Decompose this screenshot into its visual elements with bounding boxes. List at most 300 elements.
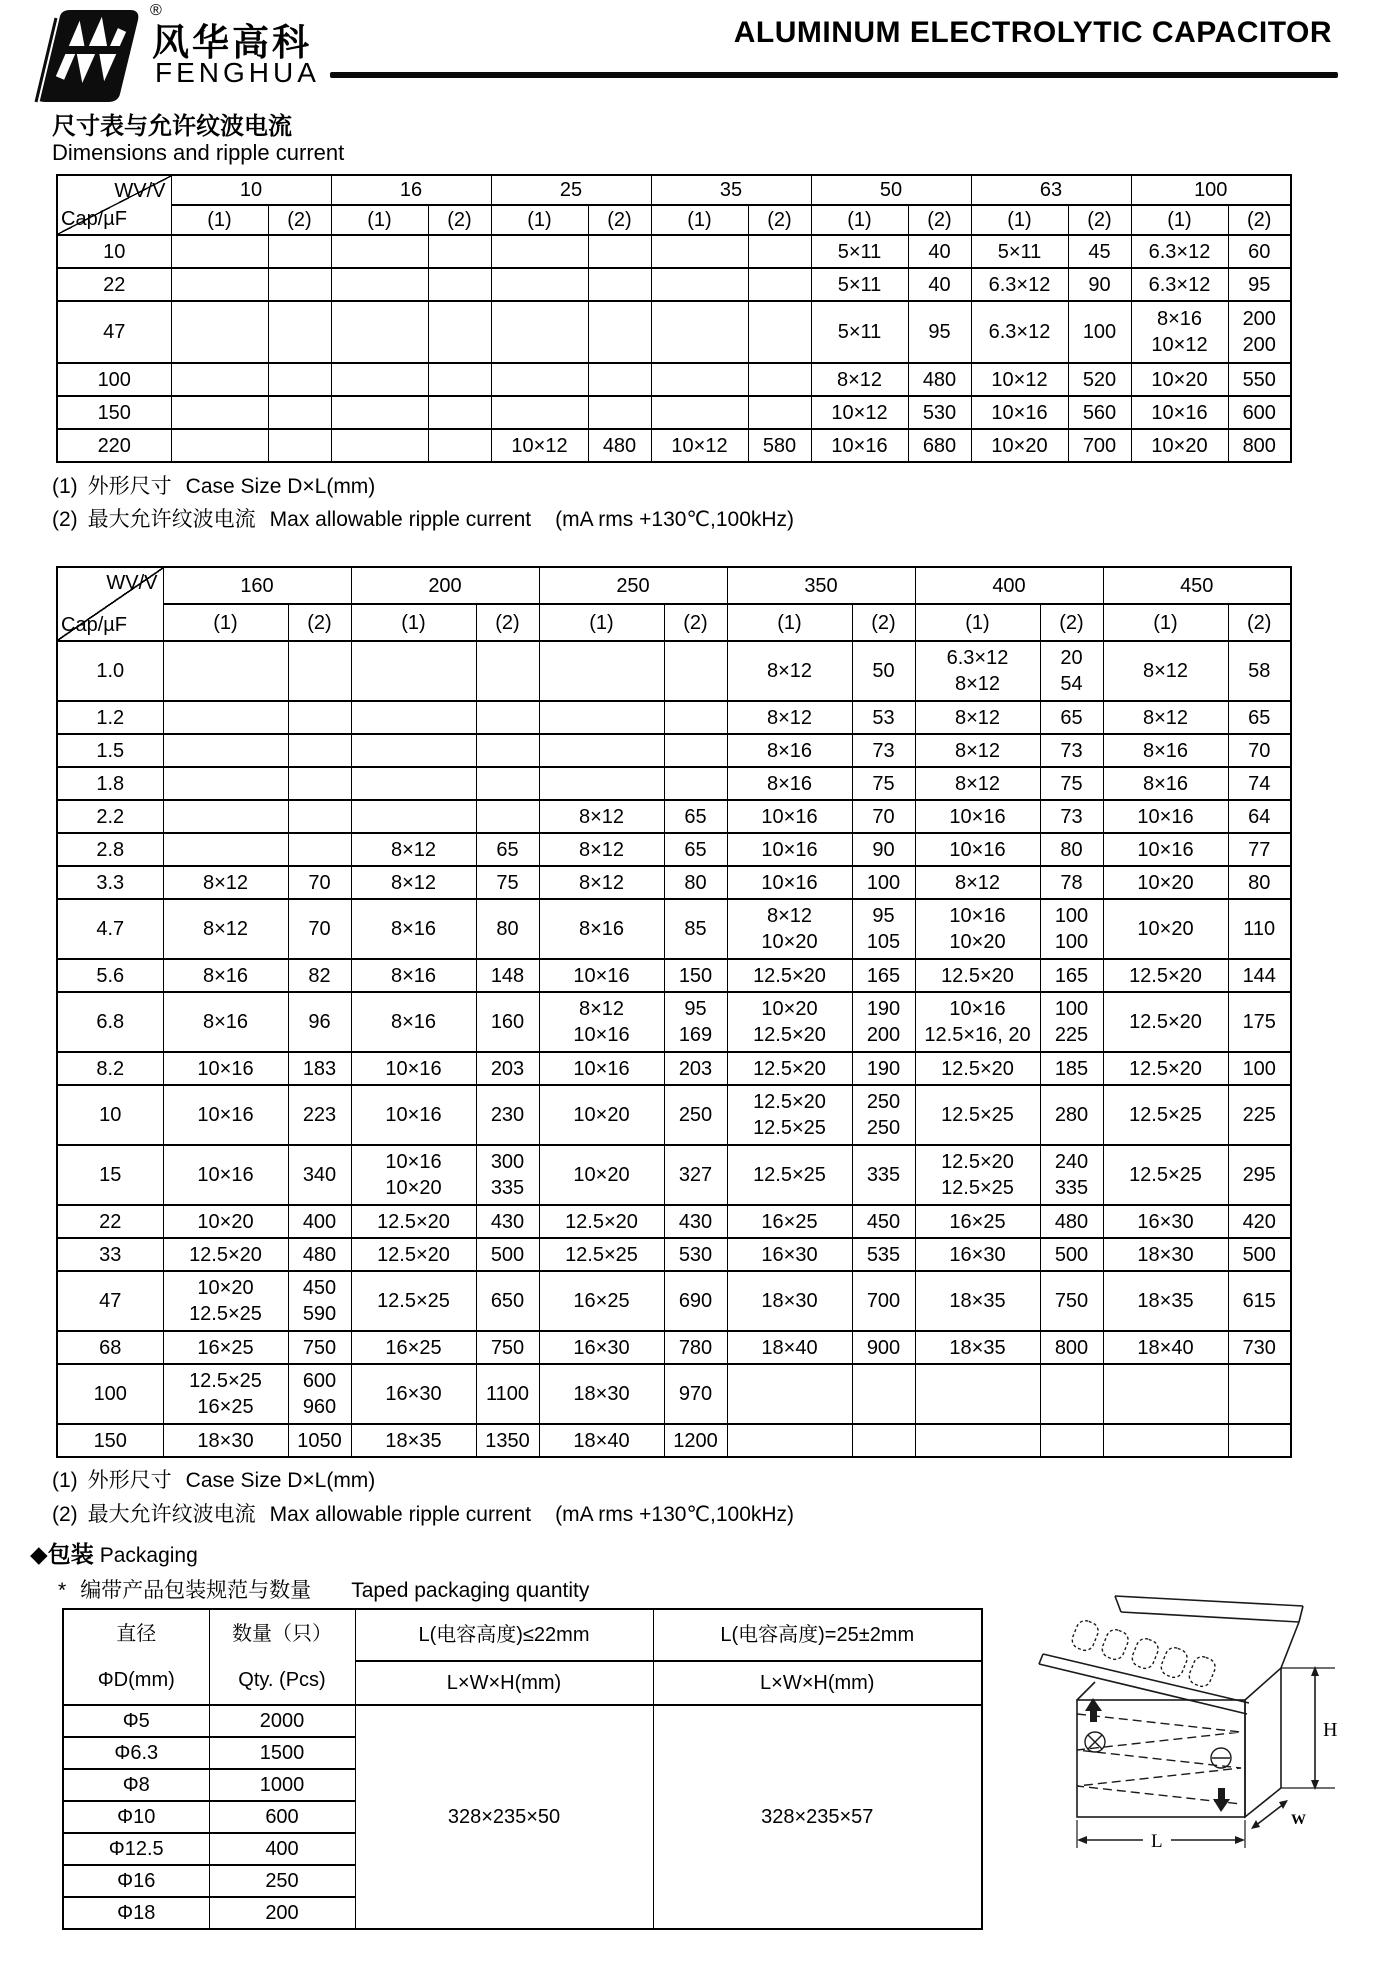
ripple-current-cell <box>288 701 351 734</box>
case-size-cell: 8×12 10×16 <box>539 992 664 1052</box>
diameter-cell: Φ5 <box>63 1705 209 1737</box>
case-size-cell: 10×20 <box>539 1145 664 1205</box>
case-size-cell: 12.5×25 <box>1103 1145 1228 1205</box>
cap-cell: 2.2 <box>57 800 163 833</box>
box-size-le22-cell: 328×235×50 <box>355 1705 653 1929</box>
ripple-current-cell <box>852 1424 915 1457</box>
ripple-current-cell: 58 <box>1228 641 1291 701</box>
ripple-current-cell: 615 <box>1228 1271 1291 1331</box>
case-size-cell <box>539 767 664 800</box>
sub-header: (1) <box>727 604 852 641</box>
ripple-current-cell <box>428 235 491 268</box>
ripple-current-cell: 225 <box>1228 1085 1291 1145</box>
ripple-current-cell: 600 960 <box>288 1364 351 1424</box>
ripple-current-cell: 520 <box>1068 363 1131 396</box>
note-en: Case Size D×L(mm) <box>185 475 376 498</box>
dimensions-table-low-voltage <box>56 174 1292 463</box>
table-row <box>57 899 1291 959</box>
ripple-current-cell: 580 <box>748 429 811 462</box>
quantity-cell: 2000 <box>209 1705 355 1737</box>
ripple-current-cell: 550 <box>1228 363 1291 396</box>
case-size-cell: 10×16 12.5×16, 20 <box>915 992 1040 1052</box>
case-size-cell <box>651 235 748 268</box>
case-size-cell: 18×35 <box>915 1331 1040 1364</box>
case-size-cell: 10×16 <box>351 1085 476 1145</box>
cap-cell: 22 <box>57 1205 163 1238</box>
ripple-current-cell: 750 <box>476 1331 539 1364</box>
case-size-cell: 8×16 <box>351 992 476 1052</box>
case-size-cell <box>171 396 268 429</box>
sub-header: (1) <box>1131 205 1228 235</box>
sub-header: (2) <box>588 205 651 235</box>
case-size-cell: 8×12 <box>915 767 1040 800</box>
ripple-current-cell: 65 <box>1040 701 1103 734</box>
ripple-current-cell: 70 <box>852 800 915 833</box>
cap-cell: 47 <box>57 1271 163 1331</box>
case-size-cell: 8×12 <box>1103 641 1228 701</box>
ripple-current-cell: 100 100 <box>1040 899 1103 959</box>
case-size-cell: 8×16 <box>1103 734 1228 767</box>
case-size-cell: 8×16 <box>727 734 852 767</box>
case-size-cell: 12.5×25 <box>727 1145 852 1205</box>
ripple-current-cell <box>1228 1424 1291 1457</box>
case-size-cell: 8×12 10×20 <box>727 899 852 959</box>
case-size-cell <box>539 641 664 701</box>
ripple-current-cell: 95 <box>908 301 971 363</box>
page-title: ALUMINUM ELECTROLYTIC CAPACITOR <box>733 16 1332 49</box>
quantity-header: 数量（只） Qty. (Pcs) <box>209 1609 355 1705</box>
case-size-cell: 16×30 <box>539 1331 664 1364</box>
packaging-heading-cn: 包装 <box>47 1541 94 1567</box>
ripple-current-cell: 750 <box>1040 1271 1103 1331</box>
corner-header <box>57 175 171 235</box>
case-size-cell: 8×16 <box>539 899 664 959</box>
cap-cell: 1.5 <box>57 734 163 767</box>
ripple-current-cell <box>476 800 539 833</box>
ripple-current-cell <box>588 301 651 363</box>
case-size-cell <box>491 301 588 363</box>
ripple-current-cell: 75 <box>476 866 539 899</box>
case-size-cell: 8×12 <box>811 363 908 396</box>
cap-cell: 10 <box>57 235 171 268</box>
sub-header: (2) <box>428 205 491 235</box>
ripple-current-cell: 680 <box>908 429 971 462</box>
table-row <box>57 800 1291 833</box>
table-row <box>57 866 1291 899</box>
ripple-current-cell: 78 <box>1040 866 1103 899</box>
case-size-cell: 16×30 <box>351 1364 476 1424</box>
note-case-size <box>52 470 375 500</box>
ripple-current-cell: 800 <box>1228 429 1291 462</box>
table-row <box>57 268 1291 301</box>
case-size-cell: 5×11 <box>811 235 908 268</box>
ripple-current-cell <box>268 301 331 363</box>
case-size-cell: 12.5×20 12.5×25 <box>727 1085 852 1145</box>
case-size-cell: 8×12 <box>1103 701 1228 734</box>
note-number: (1) <box>52 475 78 498</box>
case-size-cell: 10×16 <box>163 1052 288 1085</box>
sub-header: (1) <box>811 205 908 235</box>
voltage-header: 25 <box>491 175 651 205</box>
section-title-en: Dimensions and ripple current <box>52 140 345 165</box>
box-size-25-cell: 328×235×57 <box>653 1705 982 1929</box>
note-number: (1) <box>52 1469 78 1492</box>
case-size-cell: 10×20 <box>163 1205 288 1238</box>
sub-header: (2) <box>268 205 331 235</box>
table-row <box>57 734 1291 767</box>
packaging-sub-en: Taped packaging quantity <box>351 1579 590 1602</box>
ripple-current-cell: 65 <box>1228 701 1291 734</box>
sub-header: (2) <box>748 205 811 235</box>
case-size-cell <box>351 767 476 800</box>
dimension-h-label: H <box>1323 1719 1338 1741</box>
ripple-current-cell <box>664 734 727 767</box>
case-size-cell: 8×16 <box>727 767 852 800</box>
ripple-current-cell: 85 <box>664 899 727 959</box>
sub-header: (2) <box>476 604 539 641</box>
case-size-cell <box>331 363 428 396</box>
note-case-size <box>52 1464 375 1494</box>
header-row <box>57 604 1291 641</box>
ripple-current-cell <box>664 767 727 800</box>
case-size-cell: 12.5×25 <box>1103 1085 1228 1145</box>
ripple-current-cell: 200 200 <box>1228 301 1291 363</box>
cap-cell: 220 <box>57 429 171 462</box>
asterisk: * <box>58 1579 67 1602</box>
header-row <box>57 175 1291 205</box>
ripple-current-cell: 1350 <box>476 1424 539 1457</box>
case-size-cell: 10×16 <box>727 833 852 866</box>
ripple-current-cell: 144 <box>1228 959 1291 992</box>
table-row <box>57 833 1291 866</box>
cap-cell: 8.2 <box>57 1052 163 1085</box>
ripple-current-cell <box>288 734 351 767</box>
quantity-cell: 200 <box>209 1897 355 1929</box>
case-size-cell: 12.5×20 <box>915 1052 1040 1085</box>
case-size-cell: 12.5×20 <box>163 1238 288 1271</box>
ripple-current-cell: 65 <box>664 800 727 833</box>
case-size-cell: 6.3×12 <box>1131 268 1228 301</box>
note-en: Max allowable ripple current <box>269 508 532 531</box>
taped-packaging-table <box>62 1608 983 1930</box>
ripple-current-cell: 690 <box>664 1271 727 1331</box>
ripple-current-cell: 70 <box>288 899 351 959</box>
cap-cell: 150 <box>57 1424 163 1457</box>
ripple-current-cell <box>852 1364 915 1424</box>
ripple-current-cell: 335 <box>852 1145 915 1205</box>
ripple-current-cell: 250 250 <box>852 1085 915 1145</box>
case-size-cell: 8×16 10×12 <box>1131 301 1228 363</box>
ripple-current-cell: 74 <box>1228 767 1291 800</box>
voltage-header: 16 <box>331 175 491 205</box>
ripple-current-cell: 730 <box>1228 1331 1291 1364</box>
ripple-current-cell: 185 <box>1040 1052 1103 1085</box>
case-size-cell <box>351 641 476 701</box>
case-size-cell <box>163 641 288 701</box>
sub-header: (1) <box>331 205 428 235</box>
ripple-current-cell: 1050 <box>288 1424 351 1457</box>
voltage-header: 63 <box>971 175 1131 205</box>
voltage-header: 200 <box>351 567 539 604</box>
ripple-current-cell: 40 <box>908 235 971 268</box>
quantity-cell: 1500 <box>209 1737 355 1769</box>
ripple-current-cell: 203 <box>476 1052 539 1085</box>
case-size-cell: 10×16 <box>163 1085 288 1145</box>
sub-header: (2) <box>908 205 971 235</box>
packaging-heading <box>30 1536 198 1569</box>
ripple-current-cell: 50 <box>852 641 915 701</box>
ripple-current-cell: 480 <box>908 363 971 396</box>
header-row <box>57 567 1291 604</box>
case-size-cell: 18×30 <box>539 1364 664 1424</box>
case-size-cell: 8×12 <box>539 800 664 833</box>
ripple-current-cell: 160 <box>476 992 539 1052</box>
ripple-current-cell: 500 <box>1228 1238 1291 1271</box>
quantity-cell: 600 <box>209 1801 355 1833</box>
case-size-cell: 18×35 <box>351 1424 476 1457</box>
case-size-cell <box>915 1424 1040 1457</box>
ripple-current-cell: 148 <box>476 959 539 992</box>
ripple-current-cell: 64 <box>1228 800 1291 833</box>
ripple-current-cell: 700 <box>1068 429 1131 462</box>
ripple-current-cell <box>664 641 727 701</box>
ripple-current-cell: 190 200 <box>852 992 915 1052</box>
quantity-cell: 400 <box>209 1833 355 1865</box>
ripple-current-cell <box>1040 1424 1103 1457</box>
ripple-current-cell: 175 <box>1228 992 1291 1052</box>
ripple-current-cell: 20 54 <box>1040 641 1103 701</box>
ripple-current-cell <box>428 268 491 301</box>
ripple-current-cell: 700 <box>852 1271 915 1331</box>
voltage-header: 250 <box>539 567 727 604</box>
case-size-cell: 12.5×20 <box>1103 1052 1228 1085</box>
case-size-cell: 10×16 <box>351 1052 476 1085</box>
ripple-current-cell: 230 <box>476 1085 539 1145</box>
case-size-cell <box>491 363 588 396</box>
note-condition: (mA rms +130℃,100kHz) <box>555 1503 795 1526</box>
ripple-current-cell: 75 <box>852 767 915 800</box>
cap-cell: 3.3 <box>57 866 163 899</box>
dimension-w-label: W <box>1291 1812 1306 1828</box>
ripple-current-cell: 53 <box>852 701 915 734</box>
ripple-current-cell <box>748 363 811 396</box>
voltage-header: 160 <box>163 567 351 604</box>
ripple-current-cell: 295 <box>1228 1145 1291 1205</box>
case-size-cell <box>331 235 428 268</box>
ripple-current-cell: 96 <box>288 992 351 1052</box>
ripple-current-cell <box>476 701 539 734</box>
table-row <box>57 301 1291 363</box>
case-size-cell: 10×16 <box>163 1145 288 1205</box>
case-size-cell <box>351 701 476 734</box>
ripple-current-cell: 500 <box>476 1238 539 1271</box>
ripple-current-cell: 280 <box>1040 1085 1103 1145</box>
ripple-current-cell: 100 <box>1068 301 1131 363</box>
ripple-current-cell: 450 <box>852 1205 915 1238</box>
ripple-current-cell <box>748 301 811 363</box>
table-row <box>57 1238 1291 1271</box>
note-en: Max allowable ripple current <box>269 1503 532 1526</box>
header-row <box>57 205 1291 235</box>
ripple-current-cell: 80 <box>1040 833 1103 866</box>
pack-row <box>63 1705 982 1737</box>
diameter-header: 直径 ΦD(mm) <box>63 1609 209 1705</box>
ripple-current-cell <box>428 429 491 462</box>
packaging-box-diagram <box>1015 1562 1375 1892</box>
ripple-current-cell: 450 590 <box>288 1271 351 1331</box>
ripple-current-cell: 165 <box>1040 959 1103 992</box>
ripple-current-cell: 40 <box>908 268 971 301</box>
case-size-cell: 10×12 <box>971 363 1068 396</box>
case-size-cell: 16×25 <box>915 1205 1040 1238</box>
case-size-cell: 5×11 <box>971 235 1068 268</box>
ripple-current-cell <box>1040 1364 1103 1424</box>
note-ripple-current <box>52 1498 794 1528</box>
case-size-cell: 18×35 <box>915 1271 1040 1331</box>
wv-label: WV/V <box>106 572 158 594</box>
case-size-cell <box>651 396 748 429</box>
case-size-cell: 12.5×20 <box>539 1205 664 1238</box>
case-size-cell: 10×16 <box>727 800 852 833</box>
case-size-cell: 6.3×12 <box>971 268 1068 301</box>
case-size-cell <box>163 800 288 833</box>
case-size-cell: 8×16 <box>351 959 476 992</box>
ripple-current-cell: 90 <box>1068 268 1131 301</box>
ripple-current-cell: 480 <box>1040 1205 1103 1238</box>
ripple-current-cell: 530 <box>908 396 971 429</box>
diamond-icon: ◆ <box>30 1541 48 1567</box>
sub-header: (1) <box>491 205 588 235</box>
ripple-current-cell: 90 <box>852 833 915 866</box>
note-ripple-current <box>52 503 794 533</box>
height-25-header: L(电容高度)=25±2mm <box>653 1609 982 1661</box>
case-size-cell: 10×20 12.5×20 <box>727 992 852 1052</box>
packaging-heading-en: Packaging <box>99 1544 198 1567</box>
case-size-cell <box>331 301 428 363</box>
case-size-cell: 12.5×20 12.5×25 <box>915 1145 1040 1205</box>
ripple-current-cell: 800 <box>1040 1331 1103 1364</box>
voltage-header: 350 <box>727 567 915 604</box>
cap-label: Cap/µF <box>61 614 127 636</box>
table-row <box>57 992 1291 1052</box>
note-number: (2) <box>52 508 78 531</box>
voltage-header: 450 <box>1103 567 1291 604</box>
ripple-current-cell <box>268 363 331 396</box>
note-number: (2) <box>52 1503 78 1526</box>
case-size-cell: 10×16 <box>539 1052 664 1085</box>
case-size-cell: 10×20 12.5×25 <box>163 1271 288 1331</box>
ripple-current-cell: 73 <box>852 734 915 767</box>
case-size-cell: 6.3×12 <box>971 301 1068 363</box>
case-size-cell <box>727 1364 852 1424</box>
ripple-current-cell <box>476 641 539 701</box>
case-size-cell: 12.5×20 <box>351 1238 476 1271</box>
case-size-cell: 6.3×12 8×12 <box>915 641 1040 701</box>
case-size-cell <box>915 1364 1040 1424</box>
cap-cell: 1.0 <box>57 641 163 701</box>
table-row <box>57 1052 1291 1085</box>
ripple-current-cell: 480 <box>588 429 651 462</box>
case-size-cell <box>651 268 748 301</box>
ripple-current-cell: 530 <box>664 1238 727 1271</box>
case-size-cell: 16×25 <box>351 1331 476 1364</box>
ripple-current-cell <box>476 767 539 800</box>
ripple-current-cell: 80 <box>476 899 539 959</box>
case-size-cell: 8×12 <box>915 866 1040 899</box>
case-size-cell <box>727 1424 852 1457</box>
case-size-cell: 10×12 <box>651 429 748 462</box>
voltage-header: 35 <box>651 175 811 205</box>
ripple-current-cell: 82 <box>288 959 351 992</box>
case-size-cell <box>171 363 268 396</box>
case-size-cell: 8×16 <box>351 899 476 959</box>
section-title-cn: 尺寸表与允许纹波电流 <box>52 113 292 140</box>
case-size-cell <box>1103 1424 1228 1457</box>
case-size-cell: 16×30 <box>727 1238 852 1271</box>
ripple-current-cell <box>428 363 491 396</box>
note-cn: 外形尺寸 <box>87 1469 172 1492</box>
case-size-cell <box>331 268 428 301</box>
case-size-cell: 10×16 <box>727 866 852 899</box>
table-row <box>57 235 1291 268</box>
case-size-cell: 10×20 <box>1131 429 1228 462</box>
height-le22-header: L(电容高度)≤22mm <box>355 1609 653 1661</box>
table-row <box>57 1145 1291 1205</box>
cap-cell: 1.8 <box>57 767 163 800</box>
case-size-cell: 5×11 <box>811 268 908 301</box>
voltage-header: 10 <box>171 175 331 205</box>
quantity-cell: 1000 <box>209 1769 355 1801</box>
case-size-cell: 16×25 <box>539 1271 664 1331</box>
case-size-cell: 16×25 <box>163 1331 288 1364</box>
cap-cell: 100 <box>57 1364 163 1424</box>
voltage-header: 400 <box>915 567 1103 604</box>
ripple-current-cell: 560 <box>1068 396 1131 429</box>
cap-cell: 5.6 <box>57 959 163 992</box>
diameter-cell: Φ18 <box>63 1897 209 1929</box>
case-size-cell <box>171 235 268 268</box>
ripple-current-cell: 1100 <box>476 1364 539 1424</box>
case-size-cell: 8×12 <box>915 734 1040 767</box>
case-size-cell: 8×12 <box>727 641 852 701</box>
table-row <box>57 363 1291 396</box>
case-size-cell: 18×40 <box>1103 1331 1228 1364</box>
diameter-cell: Φ12.5 <box>63 1833 209 1865</box>
case-size-cell: 10×16 <box>539 959 664 992</box>
case-size-cell <box>331 396 428 429</box>
sub-header: (2) <box>1228 604 1291 641</box>
case-size-cell <box>539 701 664 734</box>
case-size-cell: 10×16 <box>1103 800 1228 833</box>
case-size-cell: 12.5×25 16×25 <box>163 1364 288 1424</box>
table-row <box>57 701 1291 734</box>
case-size-cell: 12.5×20 <box>351 1205 476 1238</box>
case-size-cell: 18×30 <box>163 1424 288 1457</box>
packaging-sub-cn: 编带产品包装规范与数量 <box>80 1579 312 1602</box>
note-condition: (mA rms +130℃,100kHz) <box>555 508 795 531</box>
case-size-cell: 10×20 <box>1131 363 1228 396</box>
case-size-cell: 10×20 <box>539 1085 664 1145</box>
dimension-l-label: L <box>1151 1831 1163 1852</box>
case-size-cell: 10×16 10×20 <box>915 899 1040 959</box>
case-size-cell <box>163 701 288 734</box>
table-row <box>57 1331 1291 1364</box>
case-size-cell <box>491 235 588 268</box>
ripple-current-cell: 1200 <box>664 1424 727 1457</box>
ripple-current-cell: 70 <box>1228 734 1291 767</box>
ripple-current-cell: 45 <box>1068 235 1131 268</box>
case-size-cell: 10×12 <box>491 429 588 462</box>
